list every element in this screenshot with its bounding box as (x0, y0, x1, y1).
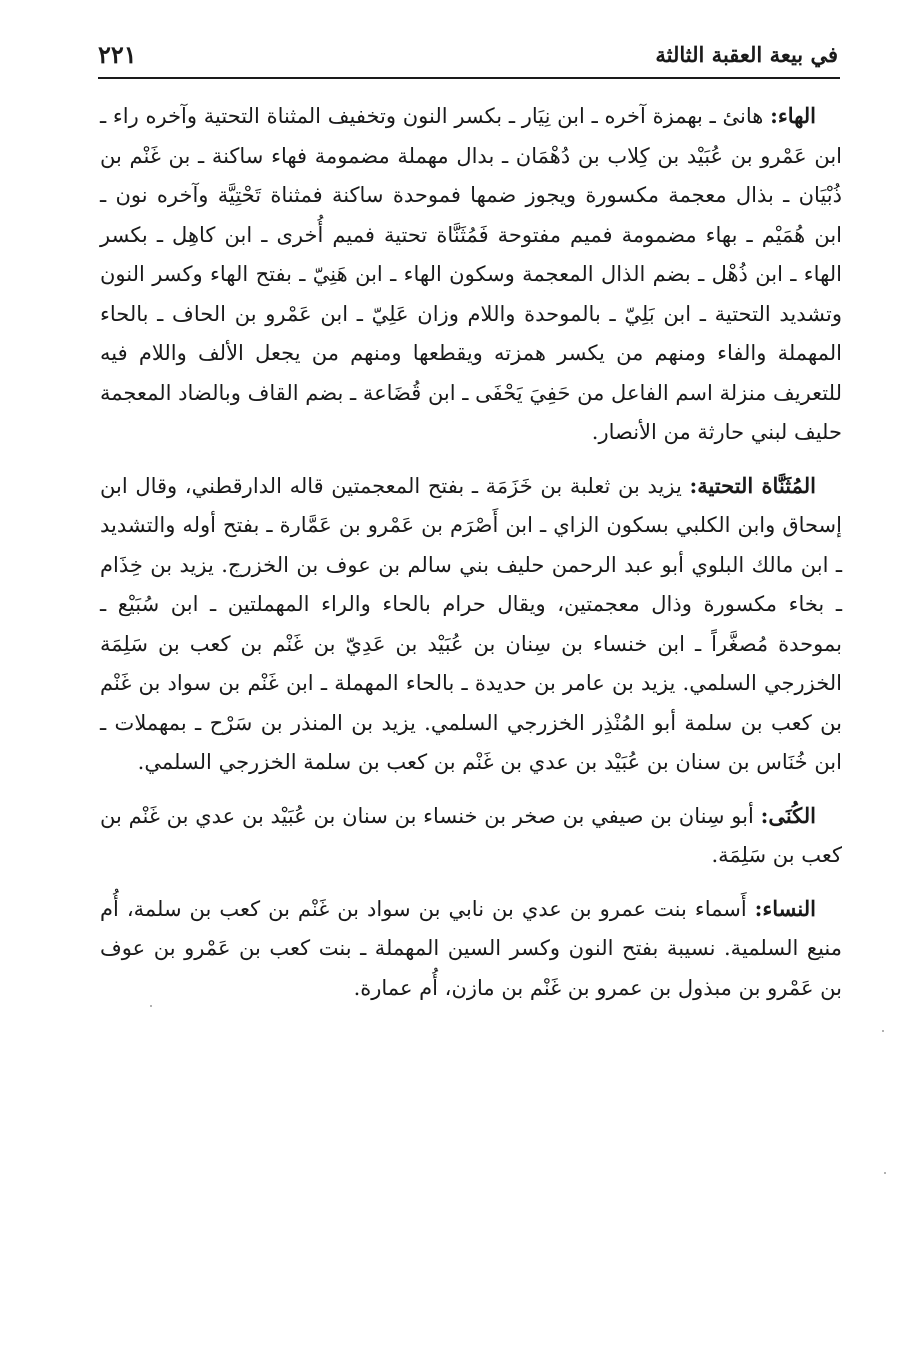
running-header (98, 40, 838, 76)
scan-speck (882, 1030, 884, 1032)
scan-speck (884, 1172, 886, 1174)
paragraph-text: أَسماء بنت عمرو بن عدي بن نابي بن سواد بن غَنْم بن كعب بن سلمة، أُم منيع السلمية. نسيبة بفتح النون وكسر السين المهملة ـ بنت كعب بن عَمْرو بن عوف بن عَمْرو بن مبذول بن عمرو بن غَنْم بن مازن، أُم عمارة. (100, 896, 842, 1000)
body-text (100, 96, 842, 1008)
paragraph-lead: الهاء: (770, 103, 816, 128)
paragraph-yaa (100, 466, 842, 783)
paragraph-lead: المُثَنَّاة التحتية: (689, 472, 816, 498)
chapter-title: في بيعة العقبة الثالثة (655, 42, 838, 67)
paragraph-lead: الكُنَى: (760, 802, 816, 828)
paragraph-lead: النساء: (754, 895, 816, 921)
paragraph-text: هانئ ـ بهمزة آخره ـ ابن نِيَار ـ بكسر النون وتخفيف المثناة التحتية وآخره راء ـ ابن عَمْرو بن عُبَيْد بن كِلاب بن دُهْمَان ـ بدال مهملة مضمومة فهاء ساكنة ـ بن غَنْم بن ذُبْيَان ـ بذال معجمة مكسورة ويجوز ضمها فموحدة ساكنة فمثناة تَحْتِيَّة وآخره نون ـ ابن هُمَيْم ـ بهاء مضمومة فميم مفتوحة فَمُثَنَّاة تحتية فميم أُخرى ـ ابن كاهِل ـ بكسر الهاء ـ ابن ذُهْل ـ بضم الذال المعجمة وسكون الهاء ـ ابن هَنِيّ ـ بفتح الهاء وكسر النون وتشديد التحتية ـ ابن بَلِيّ ـ بالموحدة واللام وزان عَلِيّ ـ ابن عَمْرو بن الحاف ـ بالحاء المهملة والفاء ومنهم من يكسر همزته ويقطعها ومنهم من يجعل الألف واللام فيه للتعريف منزلة اسم الفاعل من حَفِيَ يَحْفَى ـ ابن قُضَاعة ـ بضم القاف وبالضاد المعجمة حليف لبني حارثة من الأنصار. (100, 104, 842, 444)
paragraph-haa (100, 96, 842, 453)
header-divider (98, 77, 840, 79)
paragraph-kuna (100, 796, 842, 876)
paragraph-nisa (100, 889, 842, 1009)
paragraph-text: يزيد بن ثعلبة بن خَزَمَة ـ بفتح المعجمتين قاله الدارقطني، وقال ابن إسحاق وابن الكلبي بسكون الزاي ـ ابن أَصْرَم بن عَمْرو بن عَمَّارة ـ بفتح أوله والتشديد ـ ابن مالك البلوي أبو عبد الرحمن حليف بني سالم بن عوف بن الخزرج. يزيد بن خِذَام ـ بخاء مكسورة وذال معجمتين، ويقال حرام بالحاء والراء المهملتين ـ ابن سُبَيْع ـ بموحدة مُصغَّراً ـ ابن خنساء بن سِنان بن عُبَيْد بن عَدِيّ بن غَنْم بن كعب بن سَلِمَة الخزرجي السلمي. يزيد بن عامر بن حديدة ـ بالحاء المهملة ـ ابن غَنْم بن سواد بن غَنْم بن كعب بن سلمة أبو المُنْذِر الخزرجي السلمي. يزيد بن المنذر بن سَرْح ـ بمهملات ـ ابن خُنَاس بن سنان بن عُبَيْد بن عدي بن غَنْم بن كعب بن سلمة الخزرجي السلمي. (100, 473, 842, 774)
page-number: ٢٢١ (98, 40, 137, 69)
paragraph-text: أبو سِنان بن صيفي بن صخر بن خنساء بن سنان بن عُبَيْد بن عدي بن غَنْم بن كعب بن سَلِمَة. (100, 803, 842, 867)
scan-speck (150, 1005, 152, 1007)
